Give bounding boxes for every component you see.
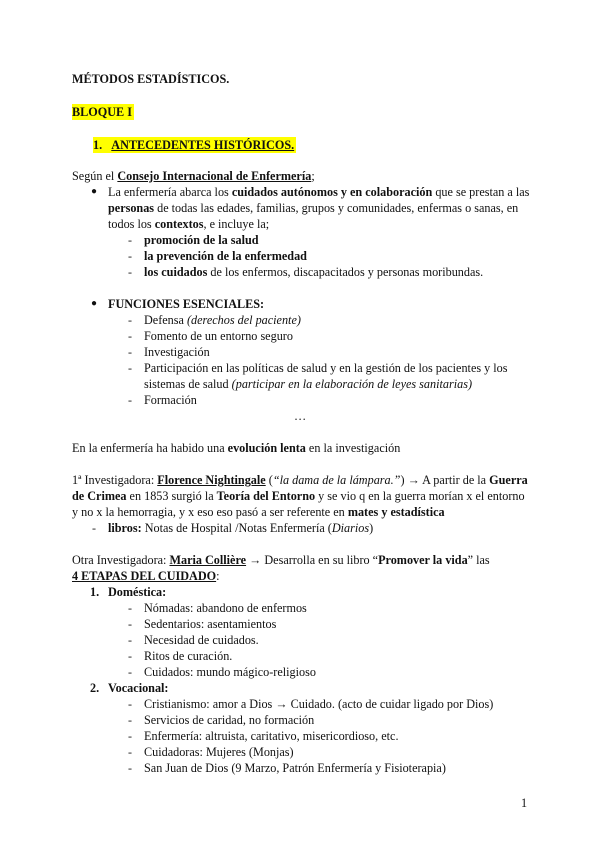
- section-heading: [93, 137, 296, 153]
- includes-item: la prevención de la enfermedad: [144, 249, 307, 263]
- definition-line-2: personas de todas las edades, familias, grupos y comunidades, enfermas o sanas, en: [108, 201, 519, 215]
- stage-item: Cuidadoras: Mujeres (Monjas): [144, 745, 294, 759]
- dash-icon: -: [92, 521, 96, 535]
- dash-icon: -: [128, 265, 132, 279]
- dash-icon: -: [128, 361, 132, 375]
- nightingale-line-3: y no x la hemorragia, y x eso eso pasó a ser referente en mates y estadística: [72, 505, 445, 519]
- functions-heading: FUNCIONES ESENCIALES:: [108, 297, 265, 311]
- definition-line-1: La enfermería abarca los cuidados autónomos y en colaboración que se prestan a las: [108, 185, 530, 199]
- dash-icon: -: [128, 665, 132, 679]
- stage-item: Enfermería: altruista, caritativo, misericordioso, etc.: [144, 729, 399, 743]
- stages-heading: 4 ETAPAS DEL CUIDADO:: [72, 569, 220, 583]
- organization-name: Consejo Internacional de Enfermería: [117, 169, 312, 183]
- dash-icon: -: [128, 633, 132, 647]
- dash-icon: -: [128, 761, 132, 775]
- function-item: Defensa (derechos del paciente): [144, 313, 301, 327]
- section-number: 1.: [93, 138, 103, 152]
- evolution-line: En la enfermería ha habido una evolución lenta en la investigación: [72, 441, 401, 455]
- stage-title: Vocacional:: [108, 681, 169, 695]
- dash-icon: -: [128, 601, 132, 615]
- colliere-line-1: Otra Investigadora: Maria Collière → Desarrolla en su libro “Promover la vida” las: [72, 553, 490, 567]
- stage-item: Servicios de caridad, no formación: [144, 713, 315, 727]
- function-item: Fomento de un entorno seguro: [144, 329, 293, 343]
- books-line: libros: Notas de Hospital /Notas Enfermería (Diarios): [108, 521, 374, 535]
- document-title: MÉTODOS ESTADÍSTICOS.: [72, 72, 230, 86]
- stage-item: Ritos de curación.: [144, 649, 233, 663]
- dash-icon: -: [128, 745, 132, 759]
- dash-icon: -: [128, 233, 132, 247]
- dash-icon: -: [128, 329, 132, 343]
- dash-icon: -: [128, 713, 132, 727]
- page-number: 1: [521, 796, 528, 810]
- ellipsis: …: [294, 409, 307, 423]
- bullet-icon: ●: [91, 298, 98, 309]
- stage-number: 1.: [90, 585, 100, 599]
- dash-icon: -: [128, 313, 132, 327]
- function-item: Formación: [144, 393, 197, 407]
- dash-icon: -: [128, 697, 132, 711]
- definition-line-3: todos los contextos, e incluye la;: [108, 217, 270, 231]
- researcher-name: Maria Collière: [169, 553, 247, 567]
- dash-icon: -: [128, 345, 132, 359]
- dash-icon: -: [128, 393, 132, 407]
- dash-icon: -: [128, 249, 132, 263]
- section-title: ANTECEDENTES HISTÓRICOS.: [111, 138, 295, 152]
- block-heading: BLOQUE I: [72, 105, 132, 119]
- nightingale-line-1: 1ª Investigadora: Florence Nightingale (“la dama de la lámpara.”) → A partir de la Guerra: [72, 473, 528, 487]
- stage-number: 2.: [90, 681, 100, 695]
- dash-icon: -: [128, 617, 132, 631]
- stage-item: Nómadas: abandono de enfermos: [144, 601, 307, 615]
- nightingale-line-2: de Crimea en 1853 surgió la Teoría del Entorno y se vio q en la guerra morían x el entorno: [72, 489, 525, 503]
- stage-title: Doméstica:: [108, 585, 167, 599]
- function-item-continued: sistemas de salud (participar en la elaboración de leyes sanitarias): [144, 377, 473, 391]
- stage-item: San Juan de Dios (9 Marzo, Patrón Enfermería y Fisioterapia): [144, 761, 446, 775]
- researcher-name: Florence Nightingale: [157, 473, 266, 487]
- function-item: Investigación: [144, 345, 210, 359]
- intro-line: Según el Consejo Internacional de Enfermería;: [72, 169, 315, 183]
- stage-item: Necesidad de cuidados.: [144, 633, 259, 647]
- stage-item: Sedentarios: asentamientos: [144, 617, 277, 631]
- includes-item: los cuidados de los enfermos, discapacitados y personas moribundas.: [144, 265, 484, 279]
- dash-icon: -: [128, 649, 132, 663]
- function-item: Participación en las políticas de salud y en la gestión de los pacientes y los: [144, 361, 508, 375]
- includes-item: promoción de la salud: [144, 233, 259, 247]
- bullet-icon: ●: [91, 186, 98, 197]
- dash-icon: -: [128, 729, 132, 743]
- stage-item: Cuidados: mundo mágico-religioso: [144, 665, 316, 679]
- stage-item: Cristianismo: amor a Dios → Cuidado. (acto de cuidar ligado por Dios): [144, 697, 494, 711]
